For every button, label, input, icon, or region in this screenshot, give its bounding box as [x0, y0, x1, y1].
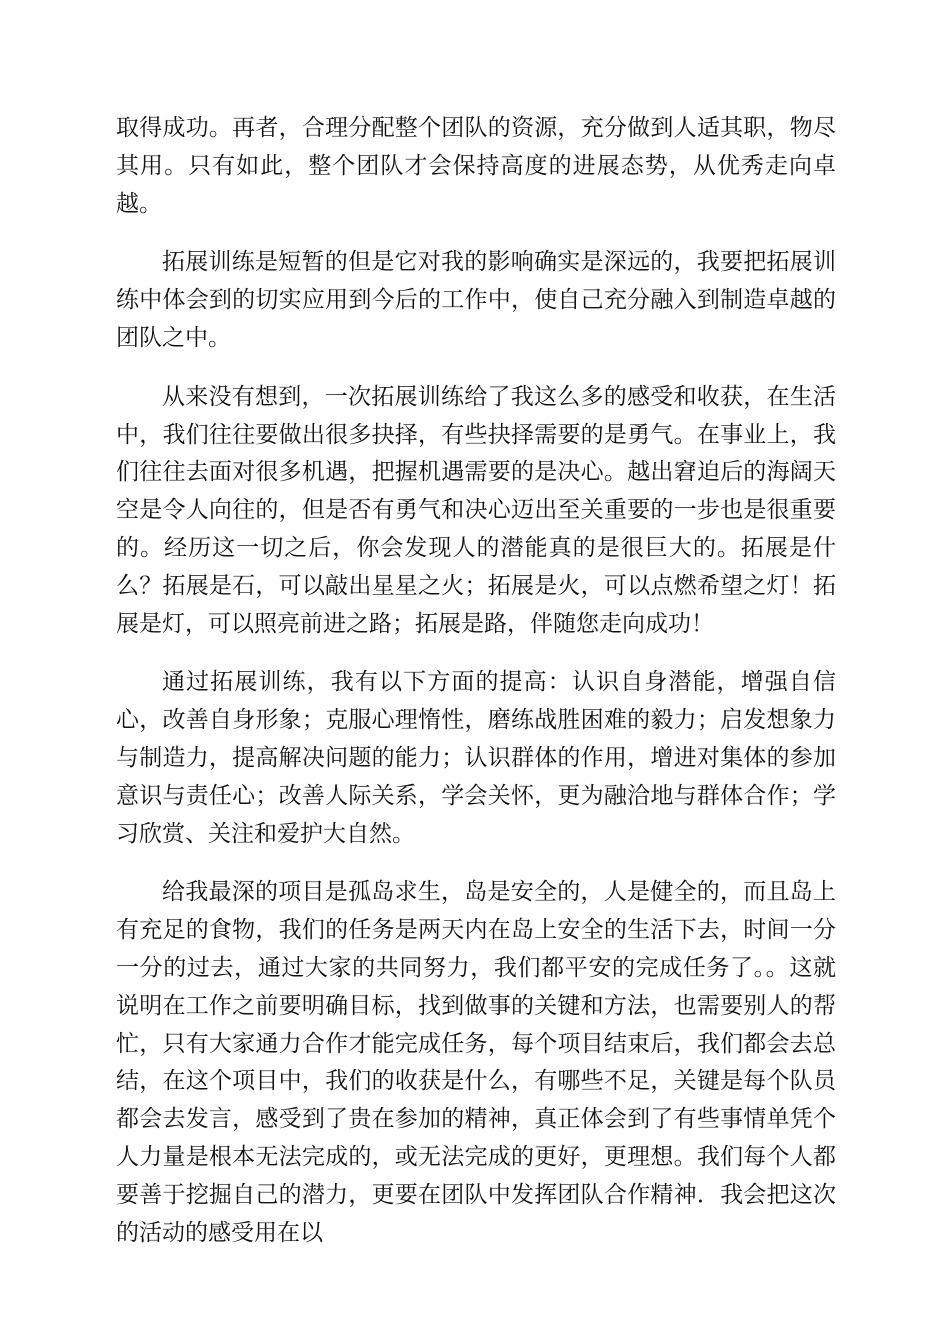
paragraph-1: 取得成功。再者，合理分配整个团队的资源，充分做到人适其职，物尽其用。只有如此，整个团队才会保持高度的进展态势，从优秀走向卓越。	[116, 115, 836, 217]
document-body	[116, 110, 836, 1273]
paragraph-2: 拓展训练是短暂的但是它对我的影响确实是深远的，我要把拓展训练中体会到的切实应用到今后的工作中，使自己充分融入到制造卓越的团队之中。	[116, 249, 836, 351]
paragraph-4: 通过拓展训练，我有以下方面的提高：认识自身潜能，增强自信心，改善自身形象；克服心理惰性，磨练战胜困难的毅力；启发想象力与制造力，提高解决问题的能力；认识群体的作用，增进对集体的参加意识与责任心；改善人际关系，学会关怀，更为融洽地与群体合作；学习欣赏、关注和爱护大自然。	[116, 669, 836, 847]
paragraph-3: 从来没有想到，一次拓展训练给了我这么多的感受和收获，在生活中，我们往往要做出很多抉择，有些抉择需要的是勇气。在事业上，我们往往去面对很多机遇，把握机遇需要的是决心。越出窘迫后的海阔天空是令人向往的，但是否有勇气和决心迈出至关重要的一步也是很重要的。经历这一切之后，你会发现人的潜能真的是很巨大的。拓展是什么？拓展是石，可以敲出星星之火；拓展是火，可以点燃希望之灯！拓展是灯，可以照亮前进之路；拓展是路，伴随您走向成功！	[116, 383, 836, 637]
paragraph-5: 给我最深的项目是孤岛求生，岛是安全的，人是健全的，而且岛上有充足的食物，我们的任务是两天内在岛上安全的生活下去，时间一分一分的过去，通过大家的共同努力，我们都平安的完成任务了。。这就说明在工作之前要明确目标，找到做事的关键和方法，也需要别人的帮忙，只有大家通力合作才能完成任务，每个项目结束后，我们都会去总结，在这个项目中，我们的收获是什么，有哪些不足，关键是每个队员都会去发言，感受到了贵在参加的精神，真正体会到了有些事情单凭个人力量是根本无法完成的，或无法完成的更好，更理想。我们每个人都要善于挖掘自己的潜力，更要在团队中发挥团队合作精神．我会把这次的活动的感受用在以	[116, 879, 836, 1246]
